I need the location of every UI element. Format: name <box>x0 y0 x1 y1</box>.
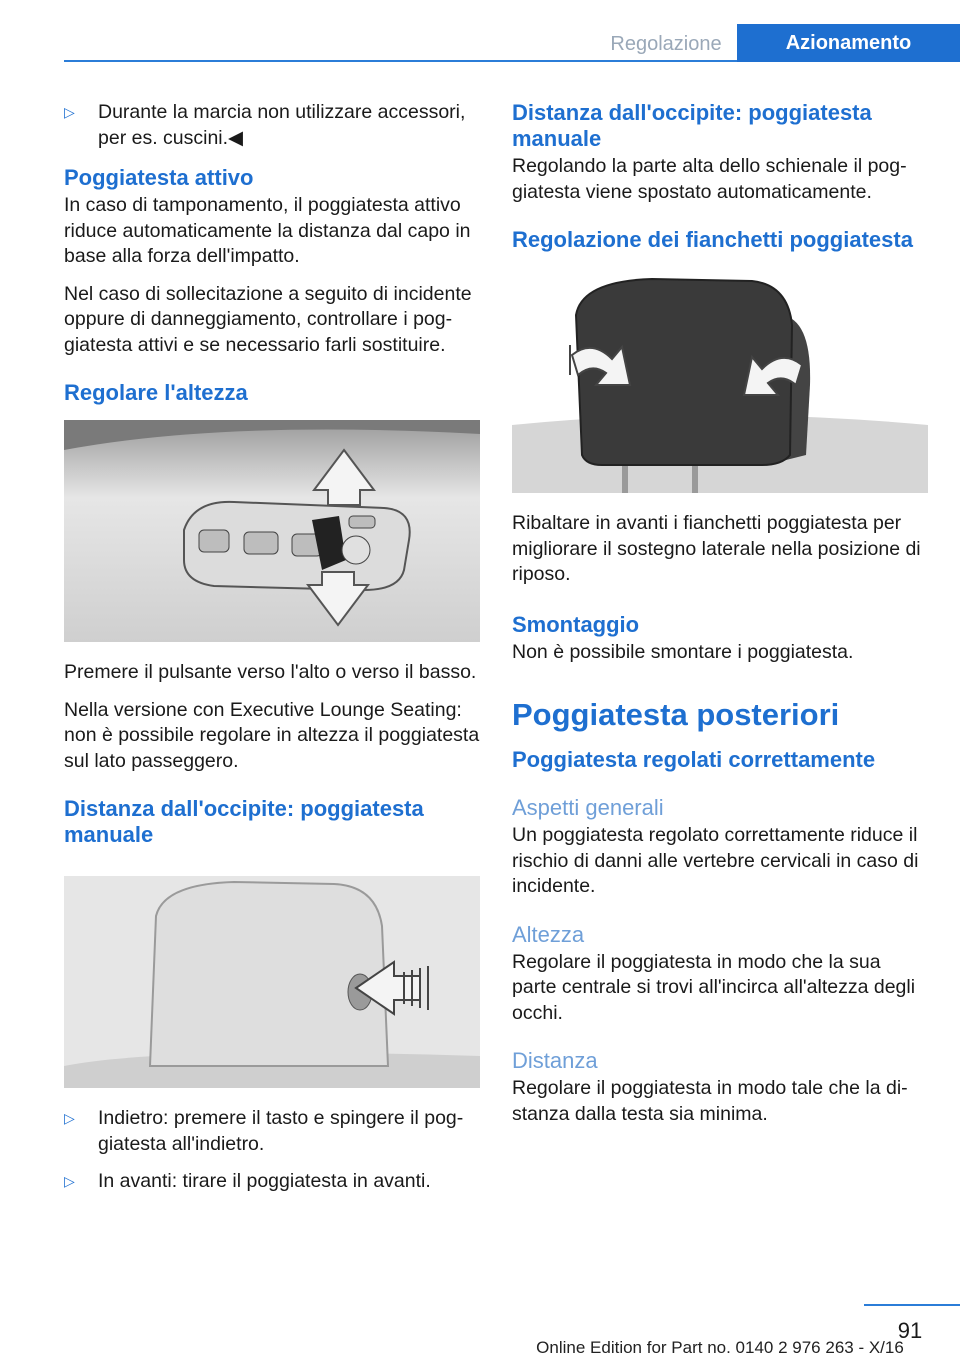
paragraph: Premere il pulsante verso l'alto o verso il basso. <box>64 661 477 683</box>
footer-rule <box>864 1304 960 1306</box>
triangle-bullet-icon: ▷ <box>64 104 75 120</box>
heading-poggiatesta-posteriori: Poggiatesta posteriori <box>512 697 840 732</box>
list-item <box>64 100 484 151</box>
right-column <box>512 100 930 1139</box>
heading-fianchetti: Regolazione dei fianchetti poggiatesta <box>512 227 913 252</box>
triangle-bullet-icon: ▷ <box>64 1110 75 1126</box>
heading-regolare-altezza: Regolare l'altezza <box>64 380 248 405</box>
bullet-text: Indietro: premere il tasto e spingere il poggiatesta all'indietro. <box>98 1107 464 1155</box>
bullet-text: In avanti: tirare il poggiatesta in avanti. <box>98 1170 431 1192</box>
headrest-wings-illustration <box>512 275 930 493</box>
tab-regolazione[interactable]: Regolazione <box>610 33 722 55</box>
heading-regolati-correttamente: Poggiatesta regolati correttamente <box>512 747 876 772</box>
paragraph: In caso di tamponamento, il poggiatesta attivo riduce automaticamente la distanza dal capo in base alla forza dell'impatto. <box>64 194 471 267</box>
heading-aspetti-generali: Aspetti generali <box>512 795 664 820</box>
heading-altezza: Altezza <box>512 921 585 947</box>
paragraph: Nel caso di sollecitazione a seguito di incidente oppure di danneggiamento, controllare i poggiatesta attivi e se necessario farli sostituire. <box>64 282 472 356</box>
left-column <box>64 100 484 1207</box>
paragraph: Nella versione con Executive Lounge Seating: non è possibile regolare in altezza il poggiatesta sul lato passeggero. <box>64 698 480 772</box>
headrest-button-illustration <box>64 876 484 1088</box>
paragraph: Regolare il poggiatesta in modo tale che la distanza dalla testa sia minima. <box>512 1077 908 1125</box>
list-item <box>64 1169 484 1195</box>
paragraph: Regolare il poggiatesta in modo che la sua parte centrale si trovi all'incirca all'altezza degli occhi. <box>512 950 916 1024</box>
tab-azionamento[interactable]: Azionamento <box>737 24 960 62</box>
page-number: 91 <box>897 1318 923 1343</box>
seat-switch-illustration <box>64 420 484 642</box>
bullet-text: Durante la marcia non utilizzare accessori, per es. cuscini.◀ <box>98 101 466 149</box>
heading-distanza: Distanza <box>512 1048 598 1073</box>
paragraph: Un poggiatesta regolato correttamente riduce il rischio di danni alle vertebre cervicali in caso di incidente. <box>512 824 919 897</box>
heading-smontaggio: Smontaggio <box>512 611 640 637</box>
paragraph: Non è possibile smontare i poggiatesta. <box>512 640 854 663</box>
list-item <box>64 1106 484 1157</box>
heading-distanza-occipite: Distanza dall'occipite: poggiatesta manuale <box>64 796 424 847</box>
edition-footer: Online Edition for Part no. 0140 2 976 263 - X/16 <box>536 1338 904 1357</box>
triangle-bullet-icon: ▷ <box>64 1173 75 1189</box>
heading-poggiatesta-attivo: Poggiatesta attivo <box>64 165 254 190</box>
heading-distanza-occipite-right: Distanza dall'occipite: poggiatesta manuale <box>512 100 872 151</box>
paragraph: Ribaltare in avanti i fianchetti poggiatesta per migliorare il sostegno laterale nella posizione di riposo. <box>512 512 921 585</box>
paragraph: Regolando la parte alta dello schienale il poggiatesta viene spostato automaticamente. <box>512 155 907 203</box>
